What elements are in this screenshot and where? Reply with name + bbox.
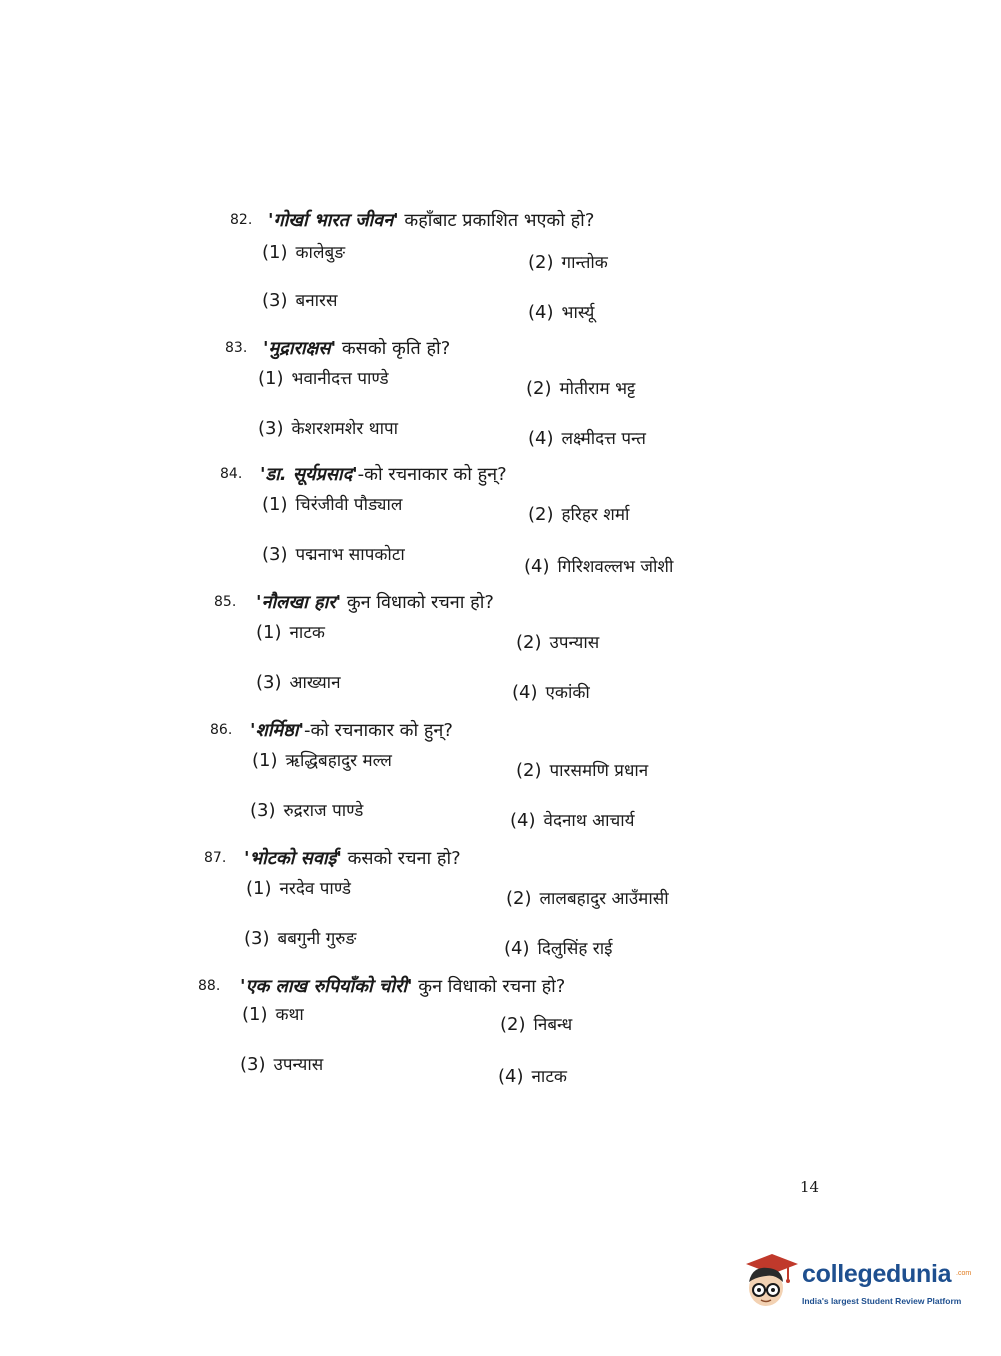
option-1: (1) भवानीदत्त पाण्डे bbox=[258, 368, 389, 389]
question-rest: -को रचनाकार को हुन्? bbox=[303, 720, 453, 741]
option-2: (2) गान्तोक bbox=[528, 252, 608, 273]
question-83 bbox=[0, 340, 1001, 466]
option-4: (4) वेदनाथ आचार्य bbox=[510, 810, 635, 831]
question-rest: -को रचनाकार को हुन्? bbox=[357, 464, 507, 485]
option-4: (4) गिरिशवल्लभ जोशी bbox=[524, 556, 674, 577]
option-1: (1) ऋद्धिबहादुर मल्ल bbox=[252, 750, 392, 771]
option-4: (4) एकांकी bbox=[512, 682, 590, 703]
question-rest: कुन विधाको रचना हो? bbox=[412, 976, 566, 997]
question-86 bbox=[0, 722, 1001, 848]
option-2: (2) मोतीराम भट्ट bbox=[526, 378, 636, 399]
work-title: 'डा. सूर्यप्रसाद' bbox=[260, 464, 358, 485]
question-number: 84. bbox=[220, 466, 243, 482]
question-text bbox=[240, 974, 565, 998]
question-rest: कुन विधाको रचना हो? bbox=[341, 592, 494, 613]
question-number: 87. bbox=[204, 850, 227, 866]
option-4: (4) भार्स्यू bbox=[528, 302, 595, 323]
question-text bbox=[268, 208, 594, 232]
option-3: (3) आख्यान bbox=[256, 672, 341, 693]
option-4: (4) लक्ष्मीदत्त पन्त bbox=[528, 428, 646, 449]
work-title: 'शर्मिष्ठा' bbox=[250, 720, 304, 741]
option-3: (3) उपन्यास bbox=[240, 1054, 324, 1075]
logo-domain-suffix: .com bbox=[956, 1270, 972, 1277]
option-2: (2) पारसमणि प्रधान bbox=[516, 760, 649, 781]
option-3: (3) केशरशमशेर थापा bbox=[258, 418, 399, 439]
question-text bbox=[250, 718, 453, 742]
question-number: 85. bbox=[214, 594, 237, 610]
question-number: 86. bbox=[210, 722, 233, 738]
question-text bbox=[263, 336, 450, 360]
option-3: (3) बबगुनी गुरुङ bbox=[244, 928, 357, 949]
option-1: (1) नरदेव पाण्डे bbox=[246, 878, 351, 899]
work-title: 'मुद्राराक्षस' bbox=[263, 338, 337, 359]
question-88 bbox=[0, 978, 1001, 1104]
question-84 bbox=[0, 466, 1001, 592]
logo-tagline: India's largest Student Review Platform bbox=[802, 1296, 962, 1306]
option-2: (2) निबन्ध bbox=[500, 1014, 573, 1035]
work-title: 'नौलखा हार' bbox=[256, 592, 342, 613]
option-1: (1) नाटक bbox=[256, 622, 325, 643]
work-title: 'एक लाख रुपियाँको चोरी' bbox=[240, 976, 413, 997]
question-number: 83. bbox=[225, 340, 248, 356]
question-text bbox=[256, 590, 494, 614]
collegedunia-logo bbox=[742, 1252, 972, 1316]
question-87 bbox=[0, 850, 1001, 976]
question-number: 88. bbox=[198, 978, 221, 994]
option-3: (3) पद्मनाभ सापकोटा bbox=[262, 544, 405, 565]
option-2: (2) उपन्यास bbox=[516, 632, 600, 653]
page-number: 14 bbox=[800, 1178, 820, 1196]
question-rest: कहाँबाट प्रकाशित भएको हो? bbox=[398, 210, 595, 231]
option-4: (4) दिलुसिंह राई bbox=[504, 938, 613, 959]
question-text bbox=[244, 846, 461, 870]
work-title: 'गोर्खा भारत जीवन' bbox=[268, 210, 399, 231]
logo-name: collegedunia bbox=[802, 1260, 952, 1288]
option-4: (4) नाटक bbox=[498, 1066, 567, 1087]
question-82 bbox=[0, 212, 1001, 338]
graduate-mascot-icon bbox=[742, 1252, 798, 1312]
question-rest: कसको रचना हो? bbox=[341, 848, 461, 869]
work-title: 'भोटको सवाई' bbox=[244, 848, 342, 869]
option-2: (2) लालबहादुर आउँमासी bbox=[506, 888, 669, 909]
option-1: (1) कथा bbox=[242, 1004, 304, 1025]
option-3: (3) रुद्रराज पाण्डे bbox=[250, 800, 364, 821]
question-number: 82. bbox=[230, 212, 253, 228]
question-text bbox=[260, 462, 507, 486]
question-85 bbox=[0, 594, 1001, 720]
option-1: (1) चिरंजीवी पौड्याल bbox=[262, 494, 403, 515]
question-rest: कसको कृति हो? bbox=[336, 338, 451, 359]
option-1: (1) कालेबुङ bbox=[262, 242, 346, 263]
option-3: (3) बनारस bbox=[262, 290, 338, 311]
option-2: (2) हरिहर शर्मा bbox=[528, 504, 630, 525]
